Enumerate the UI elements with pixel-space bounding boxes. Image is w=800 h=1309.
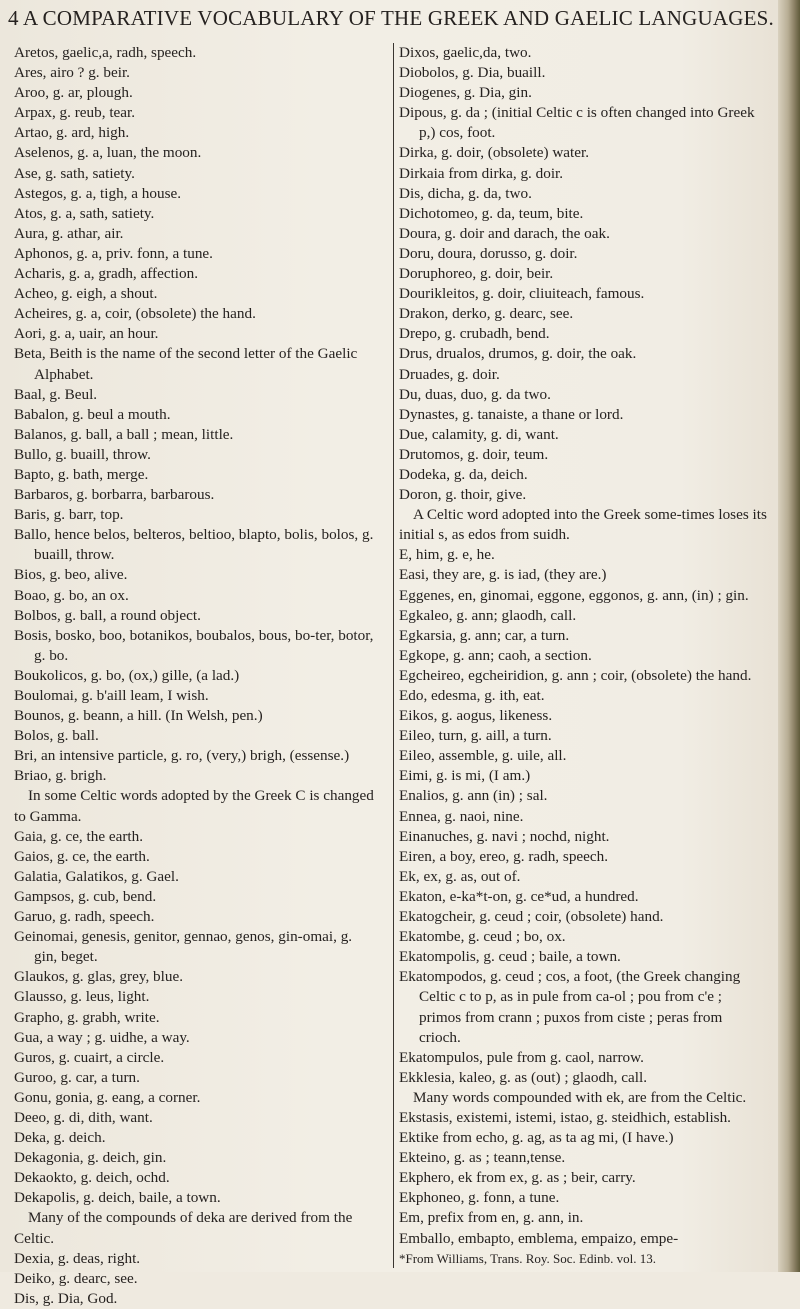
vocab-entry: Boulomai, g. b'aill leam, I wish. [14, 687, 209, 704]
vocab-entry: Gampsos, g. cub, bend. [14, 887, 157, 905]
vocab-entry: Eggenes, en, ginomai, eggone, eggonos, g. ann, (in) ; gin. [399, 586, 749, 604]
vocab-entry: Gua, a way ; g. uidhe, a way. [14, 1028, 190, 1046]
note-gamma: In some Celtic words adopted by the Greek C is changed to Gamma. [14, 787, 374, 825]
vocab-entry: Dixos, gaelic,da, two. [399, 44, 532, 61]
vocab-entry: Doru, doura, dorusso, g. doir. [399, 244, 578, 262]
vocab-entry: Guroo, g. car, a turn. [14, 1068, 140, 1086]
vocab-entry: Aura, g. athar, air. [14, 224, 124, 242]
vocab-entry: Astegos, g. a, tigh, a house. [14, 184, 182, 202]
vocab-entry: Doura, g. doir and darach, the oak. [399, 224, 610, 242]
note-deka: Many of the compounds of deka are derived from the Celtic. [14, 1209, 353, 1247]
vocab-entry: Dexia, g. deas, right. [14, 1249, 141, 1267]
vocab-entry: Gonu, gonia, g. eang, a corner. [14, 1088, 201, 1106]
vocab-entry: Artao, g. ard, high. [14, 124, 130, 142]
vocab-entry: Ennea, g. naoi, nine. [399, 807, 524, 825]
vocab-entry: Eileo, assemble, g. uile, all. [399, 747, 567, 765]
vocab-entry: Em, prefix from en, g. ann, in. [399, 1209, 584, 1227]
vocab-entry: Atos, g. a, sath, satiety. [14, 204, 155, 222]
vocab-entry: Bounos, g. beann, a hill. (In Welsh, pen.) [14, 707, 263, 725]
vocab-entry: Drakon, derko, g. dearc, see. [399, 305, 574, 323]
vocab-entry: Bolbos, g. ball, a round object. [14, 606, 201, 624]
vocab-entry: Beta, Beith is the name of the second letter of the Gaelic Alphabet. [14, 345, 358, 383]
vocab-entry: Galatia, Galatikos, g. Gael. [14, 867, 179, 885]
vocab-entry: Eileo, turn, g. aill, a turn. [399, 727, 552, 745]
vocab-entry: Barbaros, g. borbarra, barbarous. [14, 486, 215, 504]
vocab-entry: Grapho, g. grabh, write. [14, 1008, 160, 1026]
vocab-entry: Egkaleo, g. ann; glaodh, call. [399, 606, 577, 624]
vocab-entry: Dipous, g. da ; (initial Celtic c is often changed into Greek p,) cos, foot. [399, 104, 755, 142]
vocab-entry: Druades, g. doir. [399, 365, 500, 383]
vocab-entry: Dodeka, g. da, deich. [399, 465, 528, 483]
vocab-entry: Bios, g. beo, alive. [14, 566, 128, 584]
vocab-entry: Aretos, gaelic,a, radh, speech. [14, 44, 197, 61]
note-ek: Many words compounded with ek, are from the Celtic. [413, 1088, 747, 1106]
vocab-entry: Acheires, g. a, coir, (obsolete) the hand. [14, 305, 256, 323]
page-header: 4 A COMPARATIVE VOCABULARY OF THE GREEK AND GAELIC LANGUAGES. [8, 6, 774, 30]
vocab-entry: Ekatompulos, pule from g. caol, narrow. [399, 1048, 644, 1066]
vocab-entry: Bullo, g. buaill, throw. [14, 445, 151, 463]
vocab-entry: Doruphoreo, g. doir, beir. [399, 265, 554, 283]
vocab-entry: Dynastes, g. tanaiste, a thane or lord. [399, 405, 624, 423]
vocab-entry: Aori, g. a, uair, an hour. [14, 325, 159, 343]
vocab-entry: Baal, g. Beul. [14, 385, 98, 403]
vocab-entry: Dichotomeo, g. da, teum, bite. [399, 204, 584, 222]
vocab-entry: Ekklesia, kaleo, g. as (out) ; glaodh, call. [399, 1068, 647, 1086]
vocab-entry: Enalios, g. ann (in) ; sal. [399, 787, 548, 805]
left-column [14, 43, 376, 1309]
vocab-entry: Ekstasis, existemi, istemi, istao, g. steidhich, establish. [399, 1108, 731, 1126]
vocab-entry: Aselenos, g. a, luan, the moon. [14, 144, 202, 162]
vocab-entry: Diogenes, g. Dia, gin. [399, 84, 532, 102]
vocab-entry: Baris, g. barr, top. [14, 506, 124, 524]
vocab-entry: Ekphero, ek from ex, g. as ; beir, carry. [399, 1169, 636, 1187]
vocab-entry: Boukolicos, g. bo, (ox,) gille, (a lad.) [14, 666, 240, 684]
vocab-entry: Guros, g. cuairt, a circle. [14, 1048, 165, 1066]
vocab-entry: Gaios, g. ce, the earth. [14, 847, 150, 865]
vocab-entry: Diobolos, g. Dia, buaill. [399, 64, 546, 82]
vocab-entry: Dis, dicha, g. da, two. [399, 184, 532, 202]
vocab-entry: Ekatombe, g. ceud ; bo, ox. [399, 928, 566, 946]
right-column [393, 43, 767, 1268]
vocab-entry: Bolos, g. ball. [14, 727, 99, 745]
vocab-entry: Ekatogcheir, g. ceud ; coir, (obsolete) hand. [399, 908, 664, 926]
vocab-entry: Balanos, g. ball, a ball ; mean, little. [14, 425, 234, 443]
vocab-entry: Drus, drualos, drumos, g. doir, the oak. [399, 345, 637, 363]
vocab-entry: Deiko, g. dearc, see. [14, 1269, 138, 1287]
vocab-entry: Doron, g. thoir, give. [399, 486, 527, 504]
vocab-entry: Dirkaia from dirka, g. doir. [399, 164, 564, 182]
vocab-entry: Arpax, g. reub, tear. [14, 104, 136, 122]
vocab-entry: Ekteino, g. as ; teann,tense. [399, 1149, 566, 1167]
vocab-entry: Acheo, g. eigh, a shout. [14, 285, 158, 303]
vocab-entry: Ballo, hence belos, belteros, beltioo, blapto, bolis, bolos, g. buaill, throw. [14, 526, 374, 564]
vocab-entry: Acharis, g. a, gradh, affection. [14, 265, 199, 283]
vocab-entry: Due, calamity, g. di, want. [399, 425, 559, 443]
vocab-entry: Dekapolis, g. deich, baile, a town. [14, 1189, 221, 1207]
vocab-entry: Gaia, g. ce, the earth. [14, 827, 144, 845]
vocab-entry: Glausso, g. leus, light. [14, 988, 150, 1006]
vocab-entry: Geinomai, genesis, genitor, gennao, genos, gin-omai, g. gin, beget. [14, 928, 353, 966]
vocab-entry: Ase, g. sath, satiety. [14, 164, 135, 182]
book-edge [778, 0, 800, 1272]
vocab-entry: Deka, g. deich. [14, 1129, 106, 1147]
vocab-entry: Dekaokto, g. deich, ochd. [14, 1169, 170, 1187]
vocab-entry: Ekaton, e-ka*t-on, g. ce*ud, a hundred. [399, 887, 639, 905]
vocab-entry: Drutomos, g. doir, teum. [399, 445, 549, 463]
vocab-entry: Bapto, g. bath, merge. [14, 465, 149, 483]
vocab-entry: Ekphoneo, g. fonn, a tune. [399, 1189, 560, 1207]
vocab-entry: E, him, g. e, he. [399, 546, 495, 564]
vocab-entry: Glaukos, g. glas, grey, blue. [14, 968, 183, 986]
vocab-entry: Eiren, a boy, ereo, g. radh, speech. [399, 847, 609, 865]
vocab-entry: Ek, ex, g. as, out of. [399, 867, 521, 885]
vocab-entry: Ares, airo ? g. beir. [14, 64, 130, 82]
vocab-entry: Edo, edesma, g. ith, eat. [399, 687, 545, 704]
vocab-entry: Briao, g. brigh. [14, 767, 107, 785]
vocab-entry: Bri, an intensive particle, g. ro, (very,) brigh, (essense.) [14, 747, 350, 765]
vocab-entry: Dekagonia, g. deich, gin. [14, 1149, 167, 1167]
vocab-entry: Dirka, g. doir, (obsolete) water. [399, 144, 590, 162]
vocab-entry: Garuo, g. radh, speech. [14, 908, 155, 926]
vocab-entry: Aphonos, g. a, priv. fonn, a tune. [14, 244, 213, 262]
vocab-entry: Bosis, bosko, boo, botanikos, boubalos, bous, bo-ter, botor, g. bo. [14, 626, 374, 664]
vocab-entry: Eikos, g. aogus, likeness. [399, 707, 553, 725]
vocab-entry: Egcheireo, egcheiridion, g. ann ; coir, (obsolete) the hand. [399, 666, 752, 684]
vocab-entry: Einanuches, g. navi ; nochd, night. [399, 827, 610, 845]
vocab-entry: Dis, g. Dia, God. [14, 1289, 118, 1307]
vocab-entry: Deeo, g. di, dith, want. [14, 1108, 153, 1126]
vocab-entry: Egkope, g. ann; caoh, a section. [399, 646, 592, 664]
vocab-entry: Ekatompolis, g. ceud ; baile, a town. [399, 948, 621, 966]
vocab-entry: Emballo, embapto, emblema, empaizo, empe- [399, 1229, 679, 1247]
vocab-entry: Ekatompodos, g. ceud ; cos, a foot, (the Greek changing Celtic c to p, as in pule from ca-ol ; pou from c'e ; primos from crann ; puxos from ciste ; peras from crioch. [399, 968, 741, 1046]
vocab-entry: Du, duas, duo, g. da two. [399, 385, 551, 403]
vocab-entry: Drepo, g. crubadh, bend. [399, 325, 550, 343]
vocab-entry: Dourikleitos, g. doir, cliuiteach, famous. [399, 285, 645, 303]
vocab-entry: Boao, g. bo, an ox. [14, 586, 129, 604]
note-initial-s: A Celtic word adopted into the Greek some-times loses its initial s, as edos from suidh. [399, 506, 767, 544]
footnote: *From Williams, Trans. Roy. Soc. Edinb. vol. 13. [399, 1250, 656, 1266]
vocab-entry: Babalon, g. beul a mouth. [14, 405, 171, 423]
vocab-entry: Ektike from echo, g. ag, as ta ag mi, (I have.) [399, 1129, 674, 1147]
vocab-entry: Easi, they are, g. is iad, (they are.) [399, 566, 607, 584]
vocab-entry: Aroo, g. ar, plough. [14, 84, 133, 102]
vocab-entry: Eimi, g. is mi, (I am.) [399, 767, 531, 785]
vocab-entry: Egkarsia, g. ann; car, a turn. [399, 626, 570, 644]
